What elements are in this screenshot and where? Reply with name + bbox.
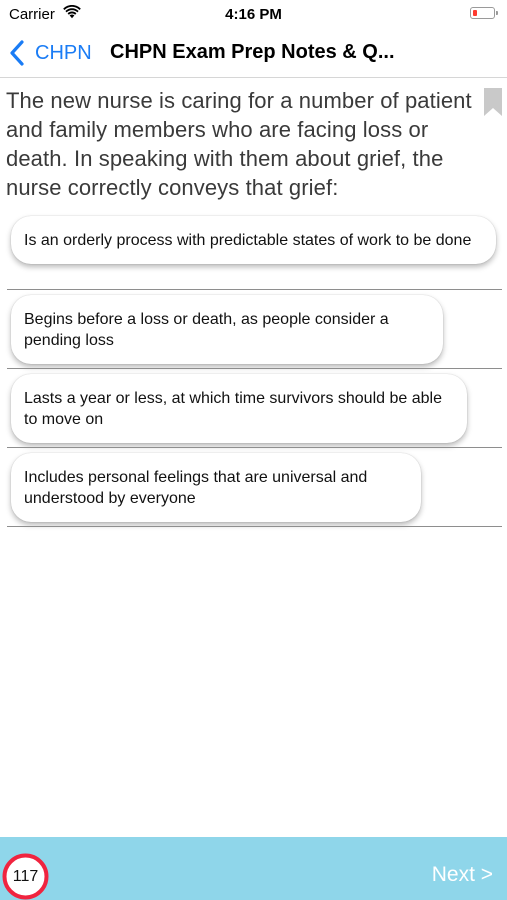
bookmark-icon[interactable] bbox=[483, 87, 503, 117]
answer-row bbox=[0, 374, 507, 448]
answer-row bbox=[0, 453, 507, 527]
answer-option-1[interactable]: Is an orderly process with predictable states of work to be done bbox=[11, 216, 496, 264]
battery-tip bbox=[496, 11, 498, 15]
answer-option-2[interactable]: Begins before a loss or death, as people consider a pending loss bbox=[11, 295, 443, 364]
answer-row bbox=[0, 216, 507, 290]
answer-option-3[interactable]: Lasts a year or less, at which time survivors should be able to move on bbox=[11, 374, 467, 443]
page-title: CHPN Exam Prep Notes & Q... bbox=[110, 41, 395, 63]
next-button[interactable]: Next > bbox=[431, 863, 493, 886]
divider bbox=[7, 368, 502, 369]
answer-option-4[interactable]: Includes personal feelings that are universal and understood by everyone bbox=[11, 453, 421, 522]
chevron-left-icon bbox=[8, 40, 26, 66]
divider bbox=[7, 447, 502, 448]
divider bbox=[7, 526, 502, 527]
status-bar bbox=[0, 0, 507, 28]
question-text: The new nurse is caring for a number of patient and family members who are facing loss or death. In speaking with them about grief, the nurse correctly conveys that grief: bbox=[6, 88, 472, 200]
clock: 4:16 PM bbox=[225, 6, 282, 23]
divider bbox=[7, 289, 502, 290]
question-number: 117 bbox=[12, 867, 39, 885]
back-button-label: CHPN bbox=[35, 41, 92, 64]
back-button[interactable] bbox=[8, 38, 92, 68]
bottom-toolbar bbox=[0, 837, 507, 900]
answer-row bbox=[0, 295, 507, 369]
navigation-bar bbox=[0, 28, 507, 78]
battery-icon bbox=[470, 7, 495, 19]
carrier-label: Carrier bbox=[9, 6, 55, 23]
